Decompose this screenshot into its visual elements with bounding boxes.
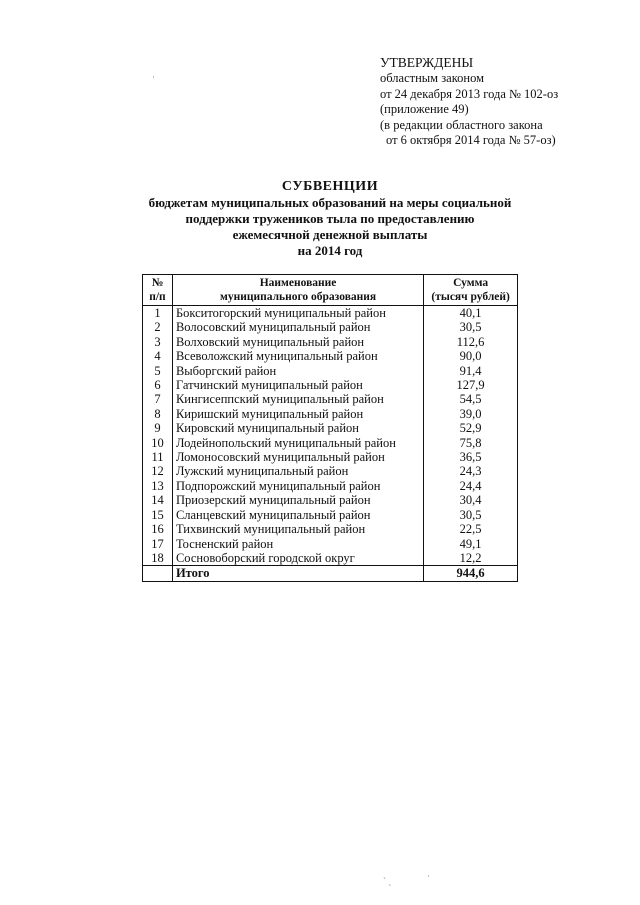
table-row [143,378,518,392]
row-number: 12 [143,464,173,478]
total-label: Итого [172,566,423,581]
row-municipality: Выборгский район [172,364,423,378]
row-municipality: Ломоносовский муниципальный район [172,450,423,464]
approval-line: от 6 октября 2014 года № 57-оз) [386,133,556,147]
table-row [143,508,518,522]
table-row [143,364,518,378]
row-municipality: Кингисеппский муниципальный район [172,392,423,406]
table-row [143,450,518,464]
row-amount: 112,6 [424,335,518,349]
row-number: 3 [143,335,173,349]
total-number-cell [143,566,173,581]
row-amount: 36,5 [424,450,518,464]
row-amount: 91,4 [424,364,518,378]
header-amount-line1: Сумма [453,277,489,289]
row-amount: 30,5 [424,508,518,522]
approval-stamp [380,54,630,149]
row-number: 9 [143,421,173,435]
table-row [143,335,518,349]
row-amount: 39,0 [424,407,518,421]
table-row [143,320,518,334]
header-amount [424,275,518,306]
approval-line: (приложение 49) [380,102,469,116]
row-municipality: Всеволожский муниципальный район [172,349,423,363]
row-amount: 30,5 [424,320,518,334]
total-row [143,566,518,581]
title-subline: поддержки тружеников тыла по предоставлению [185,211,475,226]
title-subline: на 2014 год [297,243,363,258]
row-municipality: Кировский муниципальный район [172,421,423,435]
row-municipality: Приозерский муниципальный район [172,493,423,507]
title-subline: ежемесячной денежной выплаты [232,227,428,242]
row-municipality: Тихвинский муниципальный район [172,522,423,536]
scan-speck: · [152,72,155,82]
row-amount: 40,1 [424,306,518,321]
header-amount-line2: (тысяч рублей) [431,291,510,303]
row-number: 17 [143,537,173,551]
table-row [143,479,518,493]
table-row [143,349,518,363]
row-amount: 22,5 [424,522,518,536]
table-row [143,551,518,566]
table-row [143,421,518,435]
row-number: 18 [143,551,173,566]
table-row [143,407,518,421]
row-amount: 127,9 [424,378,518,392]
row-municipality: Волховский муниципальный район [172,335,423,349]
row-municipality: Сосновоборский городской округ [172,551,423,566]
row-municipality: Гатчинский муниципальный район [172,378,423,392]
header-name [172,275,423,306]
table-row [143,392,518,406]
title-subline: бюджетам муниципальных образований на меры социальной [148,195,512,210]
document-title [110,179,550,259]
row-number: 10 [143,436,173,450]
table-row [143,522,518,536]
row-amount: 30,4 [424,493,518,507]
approval-line: (в редакции областного закона [380,117,543,132]
row-number: 4 [143,349,173,363]
row-municipality: Подпорожский муниципальный район [172,479,423,493]
approval-line: областным законом [380,71,485,85]
header-number [143,275,173,306]
row-amount: 54,5 [424,392,518,406]
row-number: 8 [143,407,173,421]
row-municipality: Лодейнопольский муниципальный район [172,436,423,450]
row-number: 16 [143,522,173,536]
row-number: 1 [143,306,173,321]
row-number: 6 [143,378,173,392]
row-municipality: Тосненский район [172,537,423,551]
row-amount: 52,9 [424,421,518,435]
total-amount: 944,6 [424,566,518,581]
row-number: 13 [143,479,173,493]
subventions-table [142,274,518,582]
table-body [143,306,518,582]
row-number: 14 [143,493,173,507]
header-number-line1: № [151,277,164,289]
title-main: СУБВЕНЦИИ [281,179,379,194]
header-name-line2: муниципального образования [220,291,377,303]
approval-heading: УТВЕРЖДЕНЫ [380,55,474,70]
row-number: 5 [143,364,173,378]
row-municipality: Лужский муниципальный район [172,464,423,478]
row-municipality: Киришский муниципальный район [172,407,423,421]
header-name-line1: Наименование [259,277,337,289]
table-header-row [143,275,518,306]
row-amount: 12,2 [424,551,518,566]
table-row [143,306,518,321]
row-number: 7 [143,392,173,406]
row-number: 11 [143,450,173,464]
table-row [143,464,518,478]
table-row [143,436,518,450]
row-number: 2 [143,320,173,334]
table-row [143,493,518,507]
row-amount: 90,0 [424,349,518,363]
row-amount: 24,3 [424,464,518,478]
row-municipality: Волосовский муниципальный район [172,320,423,334]
row-municipality: Бокситогорский муниципальный район [172,306,423,321]
row-amount: 49,1 [424,537,518,551]
row-amount: 75,8 [424,436,518,450]
scan-speck: · [427,871,430,881]
table-row [143,537,518,551]
row-municipality: Сланцевский муниципальный район [172,508,423,522]
row-number: 15 [143,508,173,522]
scan-speck: ˋ ˎ [383,876,392,886]
row-amount: 24,4 [424,479,518,493]
approval-line: от 24 декабря 2013 года № 102-оз [380,86,559,101]
header-number-line2: п/п [149,291,166,303]
